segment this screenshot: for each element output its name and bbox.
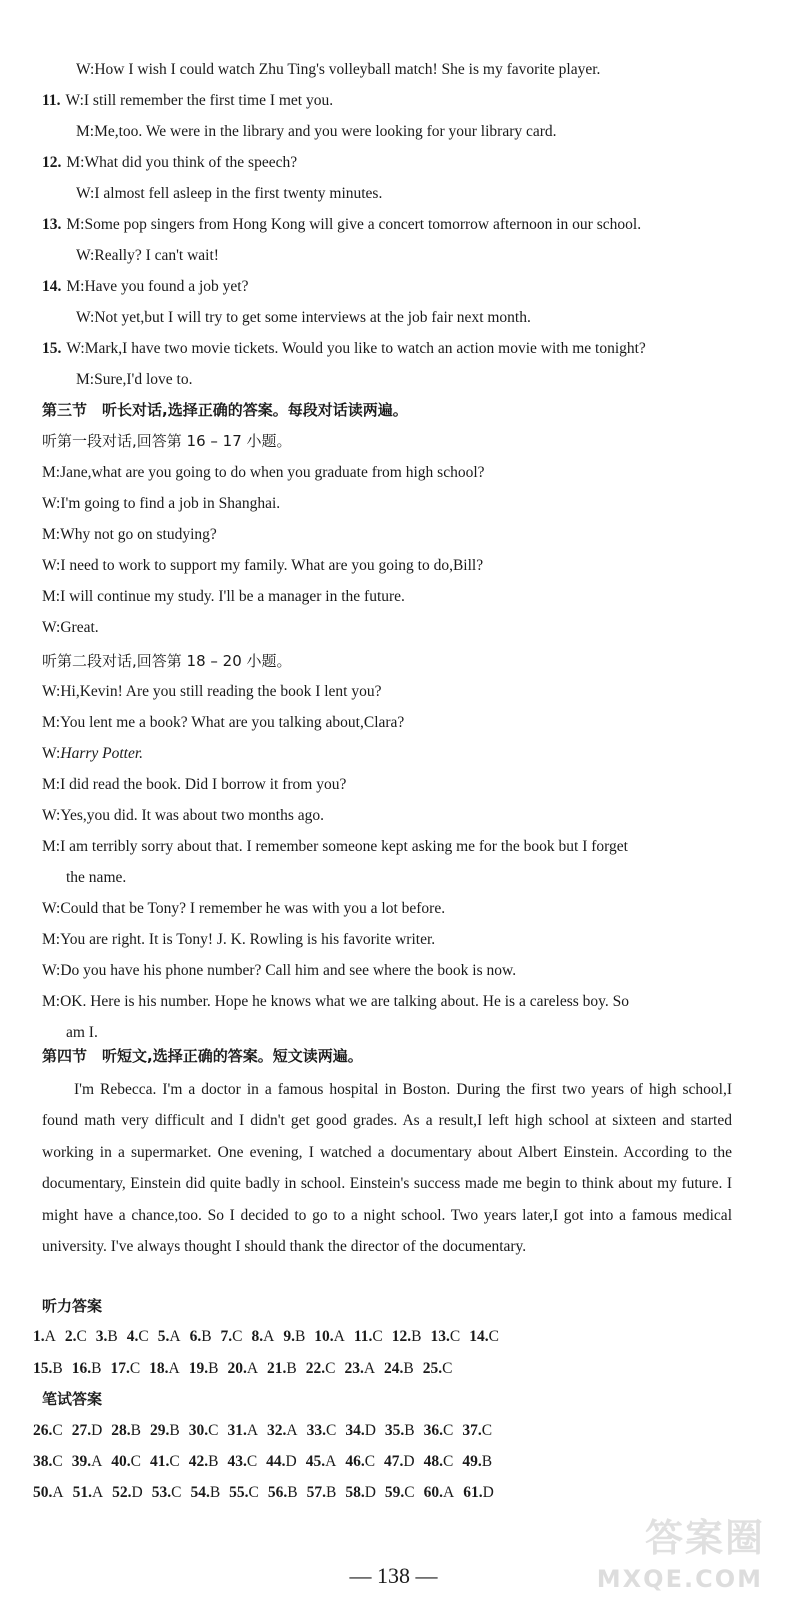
answer-letter: A: [246, 1360, 259, 1377]
answer-letter: C: [481, 1422, 493, 1439]
dialogue-text: W:: [42, 745, 61, 762]
answer-item: [424, 1483, 455, 1503]
answer-number: 12.: [391, 1328, 412, 1345]
answer-number: 45.: [305, 1453, 326, 1470]
answer-number: 19.: [188, 1360, 209, 1377]
answer-number: 48.: [423, 1453, 443, 1470]
answer-letter: C: [171, 1484, 182, 1501]
answer-letter: C: [246, 1453, 258, 1470]
answer-number: 16.: [71, 1360, 92, 1377]
answer-item: [430, 1327, 460, 1347]
answer-item: [392, 1327, 422, 1347]
answer-letter: B: [325, 1484, 337, 1501]
answer-number: 17.: [110, 1360, 130, 1377]
answer-letter: C: [443, 1453, 454, 1470]
answer-number: 25.: [422, 1360, 443, 1377]
answer-letter: A: [169, 1328, 181, 1345]
answer-number: 59.: [384, 1484, 405, 1501]
answer-number: 13.: [430, 1328, 450, 1345]
dialogue-line: [42, 961, 516, 981]
listening-answers-heading: 听力答案: [42, 1297, 103, 1315]
dialogue-line: [76, 308, 531, 328]
answer-letter: D: [364, 1484, 376, 1501]
answer-letter: B: [169, 1422, 180, 1439]
dialogue-text: W:Not yet,but I will try to get some interviews at the job fair next month.: [76, 309, 531, 326]
dialogue-line: [42, 713, 404, 733]
answer-letter: C: [52, 1453, 63, 1470]
dialogue-line: [42, 930, 435, 950]
watermark-top: 答案圈: [644, 1516, 765, 1560]
answer-number: 50.: [33, 1484, 53, 1501]
answer-item: [73, 1483, 104, 1503]
dialogue-text: the name.: [66, 869, 127, 886]
answer-number: 29.: [150, 1422, 170, 1439]
answer-letter: B: [91, 1360, 102, 1377]
answer-item: [266, 1452, 297, 1472]
question-number: 12.: [42, 154, 62, 171]
answer-letter: B: [201, 1328, 212, 1345]
dialogue-line: [42, 806, 324, 826]
answer-number: 15.: [33, 1360, 53, 1377]
answer-letter: D: [91, 1422, 103, 1439]
answer-letter: A: [44, 1328, 56, 1345]
dialogue-text: W:Yes,you did. It was about two months ago.: [42, 807, 325, 824]
answer-item: [268, 1483, 298, 1503]
dialogue-line: [66, 868, 126, 888]
answer-item: [152, 1483, 182, 1503]
answer-number: 33.: [306, 1422, 326, 1439]
answer-letter: A: [91, 1484, 104, 1501]
answer-letter: B: [286, 1360, 297, 1377]
answer-number: 27.: [71, 1422, 92, 1439]
answer-item: [227, 1359, 258, 1379]
answer-item: [227, 1421, 258, 1441]
section3-heading: 第三节 听长对话,选择正确的答案。每段对话读两遍。: [42, 401, 408, 419]
answer-item: [345, 1421, 376, 1441]
answer-letter: B: [107, 1328, 118, 1345]
answer-number: 3.: [95, 1328, 108, 1345]
answer-number: 57.: [306, 1484, 326, 1501]
answer-row: [33, 1327, 508, 1347]
answer-number: 2.: [64, 1328, 77, 1345]
answer-item: [283, 1327, 305, 1347]
answer-letter: A: [52, 1484, 64, 1501]
answer-number: 51.: [72, 1484, 92, 1501]
answer-item: [314, 1327, 345, 1347]
answer-number: 8.: [251, 1328, 264, 1345]
dialogue-line: [42, 775, 346, 795]
dialogue-text: M:Sure,I'd love to.: [76, 371, 193, 388]
answer-number: 58.: [345, 1484, 365, 1501]
page-number: — 138 —: [349, 1563, 438, 1588]
answer-letter: D: [364, 1422, 376, 1439]
answer-number: 10.: [314, 1328, 334, 1345]
answer-item: [385, 1421, 415, 1441]
dialogue-line: [42, 837, 628, 857]
dialogue-text: W:How I wish I could watch Zhu Ting's volleyball match! She is my favorite player.: [76, 61, 601, 78]
answer-letter: C: [130, 1453, 142, 1470]
dialogue-line: [66, 1023, 98, 1043]
answer-letter: A: [443, 1484, 455, 1501]
dialogue-line: [42, 277, 248, 297]
answer-item: [221, 1327, 243, 1347]
answer-number: 37.: [462, 1422, 482, 1439]
answer-number: 43.: [227, 1453, 247, 1470]
dialogue-text: M:Me,too. We were in the library and you were looking for your library card.: [76, 123, 557, 140]
answer-letter: A: [246, 1422, 259, 1439]
answer-letter: C: [52, 1422, 63, 1439]
dialogue-line: [76, 122, 557, 142]
answer-letter: C: [169, 1453, 180, 1470]
answer-letter: B: [208, 1360, 219, 1377]
answer-number: 24.: [384, 1360, 404, 1377]
answer-item: [150, 1421, 180, 1441]
answer-item: [424, 1421, 454, 1441]
dialogue-line: M:Jane,what are you going to do when you graduate from high school?: [42, 464, 485, 481]
dialogue-text: W:Mark,I have two movie tickets. Would you like to watch an action movie with me tonight?: [66, 340, 646, 357]
answer-letter: B: [130, 1422, 142, 1439]
answer-number: 30.: [188, 1422, 209, 1439]
answer-letter: B: [208, 1453, 219, 1470]
dialogue-line: [42, 339, 646, 359]
answer-item: [384, 1452, 415, 1472]
dialogue-text: M:You lent me a book? What are you talking about,Clara?: [42, 714, 405, 731]
answer-number: 60.: [423, 1484, 443, 1501]
dialogue-text: W:Do you have his phone number? Call him and see where the book is now.: [42, 962, 517, 979]
answer-letter: D: [131, 1484, 143, 1501]
answer-row: [33, 1359, 461, 1379]
answer-item: [385, 1483, 415, 1503]
answer-number: 4.: [126, 1328, 139, 1345]
answer-number: 34.: [345, 1422, 365, 1439]
answer-letter: C: [404, 1484, 415, 1501]
answer-letter: A: [91, 1453, 103, 1470]
answer-item: [469, 1327, 499, 1347]
question-number: 15.: [42, 340, 62, 357]
answer-item: [227, 1452, 257, 1472]
dialogue-text: M:You are right. It is Tony! J. K. Rowling is his favorite writer.: [42, 931, 436, 948]
answer-number: 11.: [353, 1328, 373, 1345]
answer-letter: C: [449, 1328, 461, 1345]
dialogue-text: am I.: [66, 1024, 98, 1041]
answer-row: [33, 1452, 501, 1472]
answer-letter: B: [52, 1360, 63, 1377]
answer-item: [345, 1483, 376, 1503]
dialogue-line: W:I need to work to support my family. What are you going to do,Bill?: [42, 557, 484, 574]
dialogue-line: W:Great.: [42, 619, 99, 636]
answer-item: [345, 1452, 375, 1472]
answer-item: [189, 1359, 219, 1379]
dialogue-line: [76, 246, 219, 266]
answer-number: 56.: [267, 1484, 288, 1501]
dialogue-line: [76, 370, 192, 390]
dialogue-text: M:What did you think of the speech?: [66, 154, 298, 171]
question-number: 13.: [42, 216, 62, 233]
answer-item: [33, 1327, 56, 1347]
answer-letter: C: [232, 1328, 243, 1345]
dialogue-line: [42, 899, 445, 919]
answer-letter: C: [325, 1360, 336, 1377]
watermark-logo: [573, 1505, 773, 1595]
answer-letter: C: [76, 1328, 87, 1345]
answer-item: [33, 1421, 63, 1441]
answer-item: [72, 1421, 103, 1441]
answer-item: [354, 1327, 383, 1347]
answer-letter: A: [363, 1360, 376, 1377]
question-number: 14.: [42, 278, 62, 295]
answer-item: [423, 1359, 453, 1379]
answer-letter: C: [488, 1328, 499, 1345]
answer-letter: A: [286, 1422, 298, 1439]
answer-item: [112, 1483, 143, 1503]
answer-number: 36.: [423, 1422, 443, 1439]
dialogue-line: W:I'm going to find a job in Shanghai.: [42, 495, 281, 512]
answer-number: 14.: [469, 1328, 489, 1345]
answer-number: 44.: [266, 1453, 286, 1470]
answer-number: 6.: [189, 1328, 202, 1345]
answer-item: [33, 1359, 63, 1379]
dialogue-text: W:Really? I can't wait!: [76, 247, 219, 264]
answer-item: [344, 1359, 375, 1379]
answer-letter: C: [129, 1360, 141, 1377]
answer-item: [463, 1483, 494, 1503]
answer-letter: C: [443, 1422, 454, 1439]
answer-number: 55.: [229, 1484, 249, 1501]
answer-letter: C: [208, 1422, 219, 1439]
dialogue-line: [42, 153, 297, 173]
dialogue-text: W:Hi,Kevin! Are you still reading the book I lent you?: [42, 683, 382, 700]
answer-number: 26.: [33, 1422, 53, 1439]
answer-item: [424, 1452, 454, 1472]
answer-number: 31.: [227, 1422, 247, 1439]
answer-item: [33, 1483, 64, 1503]
dialogue-text: M:Some pop singers from Hong Kong will give a concert tomorrow afternoon in our school.: [66, 216, 642, 233]
dialogue-text: M:OK. Here is his number. Hope he knows what we are talking about. He is a careless boy. So: [42, 993, 630, 1010]
answer-item: [72, 1359, 102, 1379]
section4-heading: 第四节 听短文,选择正确的答案。短文读两遍。: [42, 1047, 363, 1065]
dialogue-line: [76, 60, 600, 80]
dialogue-line: [42, 992, 629, 1012]
answer-number: 39.: [71, 1453, 92, 1470]
answer-number: 35.: [384, 1422, 405, 1439]
dialogue-line: [42, 215, 641, 235]
dialogue-text: W:I still remember the first time I met you.: [65, 92, 334, 109]
answer-letter: A: [263, 1328, 275, 1345]
answer-item: [190, 1327, 212, 1347]
answer-number: 53.: [151, 1484, 172, 1501]
answer-item: [149, 1359, 180, 1379]
answer-item: [229, 1483, 259, 1503]
answer-number: 22.: [305, 1360, 326, 1377]
answer-number: 7.: [220, 1328, 233, 1345]
answer-letter: C: [325, 1422, 337, 1439]
answer-item: [189, 1452, 219, 1472]
answer-number: 49.: [462, 1453, 482, 1470]
answer-number: 9.: [283, 1328, 295, 1345]
passage: I'm Rebecca. I'm a doctor in a famous hospital in Boston. During the first two years of high school,I found math very difficult and I didn't get good grades. As a result,I left high school at sixteen and started working in a supermarket. One evening, I watched a documentary about Albert Einstein. According to the documentary, Einstein did quite badly in school. Einstein's success made me begin to think about my future. I might have a chance,too. So I decided to go to a night school. Two years later,I got into a famous medical university. I've always thought I should thank the director of the documentary.: [42, 1081, 732, 1256]
dialogue-line: M:I will continue my study. I'll be a manager in the future.: [42, 588, 405, 605]
dialogue-line: [42, 744, 143, 764]
answer-item: [110, 1359, 140, 1379]
dialogue-line: [76, 184, 382, 204]
book-title: Harry Potter.: [60, 745, 144, 762]
question-number: 11.: [42, 92, 61, 109]
dialogue-text: W:I almost fell asleep in the first twenty minutes.: [76, 185, 383, 202]
answer-item: [267, 1421, 298, 1441]
dialog2-intro: 听第二段对话,回答第 18 – 20 小题。: [42, 652, 292, 670]
answer-item: [111, 1421, 141, 1441]
answer-letter: B: [411, 1328, 422, 1345]
answer-number: 20.: [227, 1360, 247, 1377]
answer-number: 5.: [157, 1328, 170, 1345]
answer-letter: B: [209, 1484, 221, 1501]
answer-row: [33, 1421, 501, 1441]
answer-number: 1.: [33, 1328, 45, 1345]
dialogue-line: M:Why not go on studying?: [42, 526, 217, 543]
answer-item: [96, 1327, 118, 1347]
answer-number: 61.: [463, 1484, 483, 1501]
answer-letter: A: [168, 1360, 180, 1377]
answer-number: 42.: [188, 1453, 209, 1470]
answer-letter: C: [138, 1328, 149, 1345]
answer-letter: C: [364, 1453, 376, 1470]
answer-number: 52.: [112, 1484, 132, 1501]
answer-letter: B: [481, 1453, 493, 1470]
answer-number: 32.: [267, 1422, 287, 1439]
answer-row: [33, 1483, 503, 1503]
answer-number: 18.: [149, 1360, 169, 1377]
answer-number: 46.: [345, 1453, 365, 1470]
answer-number: 38.: [33, 1453, 53, 1470]
answer-number: 41.: [150, 1453, 170, 1470]
answer-letter: D: [285, 1453, 297, 1470]
answer-item: [33, 1452, 63, 1472]
answer-letter: A: [333, 1328, 345, 1345]
answer-letter: B: [294, 1328, 306, 1345]
answer-number: 28.: [111, 1422, 131, 1439]
dialogue-text: M:I did read the book. Did I borrow it from you?: [42, 776, 347, 793]
answer-letter: B: [287, 1484, 298, 1501]
answer-number: 23.: [344, 1360, 364, 1377]
answer-letter: B: [403, 1360, 414, 1377]
answer-item: [462, 1452, 492, 1472]
answer-item: [306, 1359, 336, 1379]
answer-item: [252, 1327, 275, 1347]
answer-item: [307, 1421, 337, 1441]
dialogue-text: W:Could that be Tony? I remember he was with you a lot before.: [42, 900, 446, 917]
written-answers-heading: 笔试答案: [42, 1390, 103, 1408]
dialogue-text: M:I am terribly sorry about that. I remember someone kept asking me for the book but I forget: [42, 838, 628, 855]
answer-letter: C: [442, 1360, 453, 1377]
answer-number: 54.: [190, 1484, 210, 1501]
answer-item: [189, 1421, 219, 1441]
answer-item: [307, 1483, 337, 1503]
answer-item: [158, 1327, 181, 1347]
answer-number: 40.: [111, 1453, 131, 1470]
answer-item: [150, 1452, 180, 1472]
answer-item: [65, 1327, 87, 1347]
answer-item: [384, 1359, 414, 1379]
answer-letter: D: [403, 1453, 415, 1470]
dialogue-line: [42, 682, 382, 702]
answer-item: [306, 1452, 337, 1472]
answer-item: [462, 1421, 492, 1441]
answer-item: [111, 1452, 141, 1472]
answer-letter: B: [404, 1422, 415, 1439]
dialog1-intro: 听第一段对话,回答第 16 – 17 小题。: [42, 432, 292, 450]
answer-letter: C: [372, 1328, 383, 1345]
answer-number: 21.: [267, 1360, 287, 1377]
answer-letter: A: [325, 1453, 337, 1470]
answer-letter: D: [482, 1484, 494, 1501]
dialogue-text: M:Have you found a job yet?: [66, 278, 249, 295]
watermark-bottom: MXQE.COM: [596, 1565, 763, 1593]
dialogue-line: [42, 91, 333, 111]
answer-item: [127, 1327, 149, 1347]
answer-letter: C: [248, 1484, 259, 1501]
answer-number: 47.: [384, 1453, 404, 1470]
answer-item: [72, 1452, 103, 1472]
answer-item: [190, 1483, 220, 1503]
answer-item: [267, 1359, 297, 1379]
